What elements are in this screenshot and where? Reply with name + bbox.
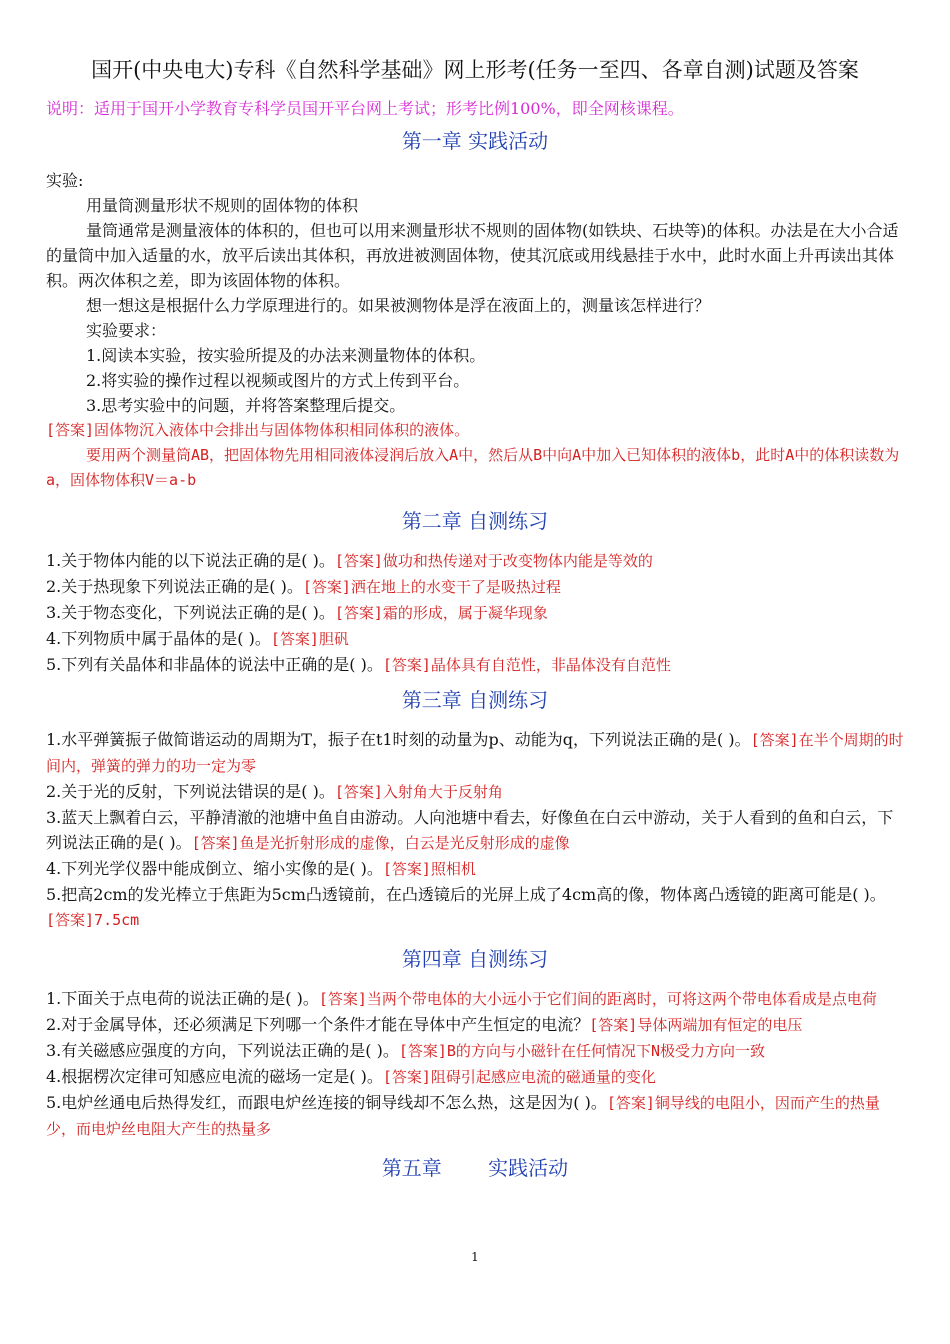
answer-text: [答案]胆矾 — [270, 630, 349, 648]
answer-text: [答案]导体两端加有恒定的电压 — [589, 1016, 803, 1034]
question-item — [46, 652, 904, 678]
answer-text: [答案]B的方向与小磁针在任何情况下N极受力方向一致 — [398, 1042, 765, 1060]
answer-text: [答案]鱼是光折射形成的虚像，白云是光反射形成的虚像 — [191, 834, 570, 852]
answer-text: [答案]当两个带电体的大小远小于它们间的距离时，可将这两个带电体看成是点电荷 — [318, 990, 877, 1008]
question-item — [46, 1012, 904, 1038]
requirement-item: 2.将实验的操作过程以视频或图片的方式上传到平台。 — [86, 371, 470, 390]
question-item — [46, 805, 904, 856]
question-item — [46, 779, 904, 805]
answer-text: [答案]照相机 — [382, 860, 476, 878]
question-item — [46, 882, 904, 933]
question-text: 2.关于热现象下列说法正确的是( )。 — [46, 577, 303, 596]
question-item — [46, 1038, 904, 1064]
question-text: 1.水平弹簧振子做简谐运动的周期为T，振子在t1时刻的动量为p、动能为q，下列说法正确的是( )。 — [46, 730, 751, 749]
question-text: 5.下列有关晶体和非晶体的说法中正确的是( )。 — [46, 655, 383, 674]
page-number: 1 — [471, 1250, 479, 1264]
question-item — [46, 600, 904, 626]
chapter-1-answer-detail: 要用两个测量筒AB，把固体物先用相同液体浸润后放入A中，然后从B中向A中加入已知体积的液体b，此时A中的体积读数为a，固体物体积V＝a-b — [46, 446, 900, 489]
chapter-1-heading: 第一章 实践活动 — [401, 129, 549, 153]
answer-text: [答案]阻碍引起感应电流的磁通量的变化 — [382, 1068, 656, 1086]
question-text: 3.关于物态变化，下列说法正确的是( )。 — [46, 603, 335, 622]
chapter-1-answer: [答案]固体物沉入液体中会排出与固体物体积相同体积的液体。 — [46, 421, 470, 439]
chapter-3-heading: 第三章 自测练习 — [401, 688, 549, 712]
question-item — [46, 1064, 904, 1090]
question-item — [46, 548, 904, 574]
experiment-paragraph: 量筒通常是测量液体的体积的，但也可以用来测量形状不规则的固体物(如铁块、石块等)的体积。办法是在大小合适的量筒中加入适量的水，放平后读出其体积，再放进被测固体物，使其沉底或用线悬挂于水中，此时水面上升再读出其体积。两次体积之差，即为该固体物的体积。 — [46, 221, 899, 290]
answer-text: [答案]洒在地上的水变干了是吸热过程 — [302, 578, 561, 596]
answer-text: [答案]铜导线的电阻小，因而产生的热量少，而电炉丝电阻大产生的热量多 — [46, 1094, 880, 1138]
experiment-question: 想一想这是根据什么力学原理进行的。如果被测物体是浮在液面上的，测量该怎样进行？ — [86, 296, 711, 315]
chapter-5-heading: 第五章 实践活动 — [381, 1156, 569, 1180]
question-text: 5.电炉丝通电后热得发红，而跟电炉丝连接的铜导线却不怎么热，这是因为( )。 — [46, 1093, 607, 1112]
question-text: 4.根据楞次定律可知感应电流的磁场一定是( )。 — [46, 1067, 383, 1086]
answer-text: [答案]在半个周期的时间内，弹簧的弹力的功一定为零 — [46, 731, 904, 775]
chapter-2-heading: 第二章 自测练习 — [401, 509, 549, 533]
question-text: 3.有关磁感应强度的方向，下列说法正确的是( )。 — [46, 1041, 399, 1060]
chapter-4-questions — [46, 986, 904, 1142]
chapter-2-questions — [46, 548, 904, 678]
question-item — [46, 856, 904, 882]
question-text: 4.下列物质中属于晶体的是( )。 — [46, 629, 271, 648]
question-item — [46, 574, 904, 600]
answer-text: [答案]做功和热传递对于改变物体内能是等效的 — [334, 552, 653, 570]
requirements-label: 实验要求： — [86, 321, 167, 340]
question-text: 4.下列光学仪器中能成倒立、缩小实像的是( )。 — [46, 859, 383, 878]
answer-text: [答案]霜的形成，属于凝华现象 — [334, 604, 548, 622]
requirement-item: 1.阅读本实验，按实验所提及的办法来测量物体的体积。 — [86, 346, 486, 365]
question-item — [46, 986, 904, 1012]
answer-text: [答案]入射角大于反射角 — [334, 783, 503, 801]
question-text: 5.把高2cm的发光棒立于焦距为5cm凸透镜前，在凸透镜后的光屏上成了4cm高的像，物体离凸透镜的距离可能是( )。 — [46, 885, 886, 904]
requirement-item: 3.思考实验中的问题，并将答案整理后提交。 — [86, 396, 406, 415]
experiment-subtitle: 用量筒测量形状不规则的固体物的体积 — [86, 196, 359, 215]
question-text: 1.下面关于点电荷的说法正确的是( )。 — [46, 989, 319, 1008]
answer-text: [答案]晶体具有自范性，非晶体没有自范性 — [382, 656, 671, 674]
answer-text: [答案]7.5cm — [46, 911, 140, 929]
document-title: 国开(中央电大)专科《自然科学基础》网上形考(任务一至四、各章自测)试题及答案 — [91, 58, 859, 82]
chapter-4-heading: 第四章 自测练习 — [401, 947, 549, 971]
usage-note: 说明：适用于国开小学教育专科学员国开平台网上考试；形考比例100%，即全网核课程。 — [46, 99, 684, 118]
question-text: 1.关于物体内能的以下说法正确的是( )。 — [46, 551, 335, 570]
chapter-3-questions — [46, 727, 904, 933]
question-item — [46, 727, 904, 779]
question-text: 2.对于金属导体，还必须满足下列哪一个条件才能在导体中产生恒定的电流？ — [46, 1015, 590, 1034]
question-text: 3.蓝天上飘着白云，平静清澈的池塘中鱼自由游动。人向池塘中看去，好像鱼在白云中游动，关于人看到的鱼和白云，下列说法正确的是( )。 — [46, 808, 894, 852]
question-text: 2.关于光的反射，下列说法错误的是( )。 — [46, 782, 335, 801]
question-item — [46, 626, 904, 652]
question-item — [46, 1090, 904, 1142]
experiment-label: 实验: — [46, 171, 84, 190]
